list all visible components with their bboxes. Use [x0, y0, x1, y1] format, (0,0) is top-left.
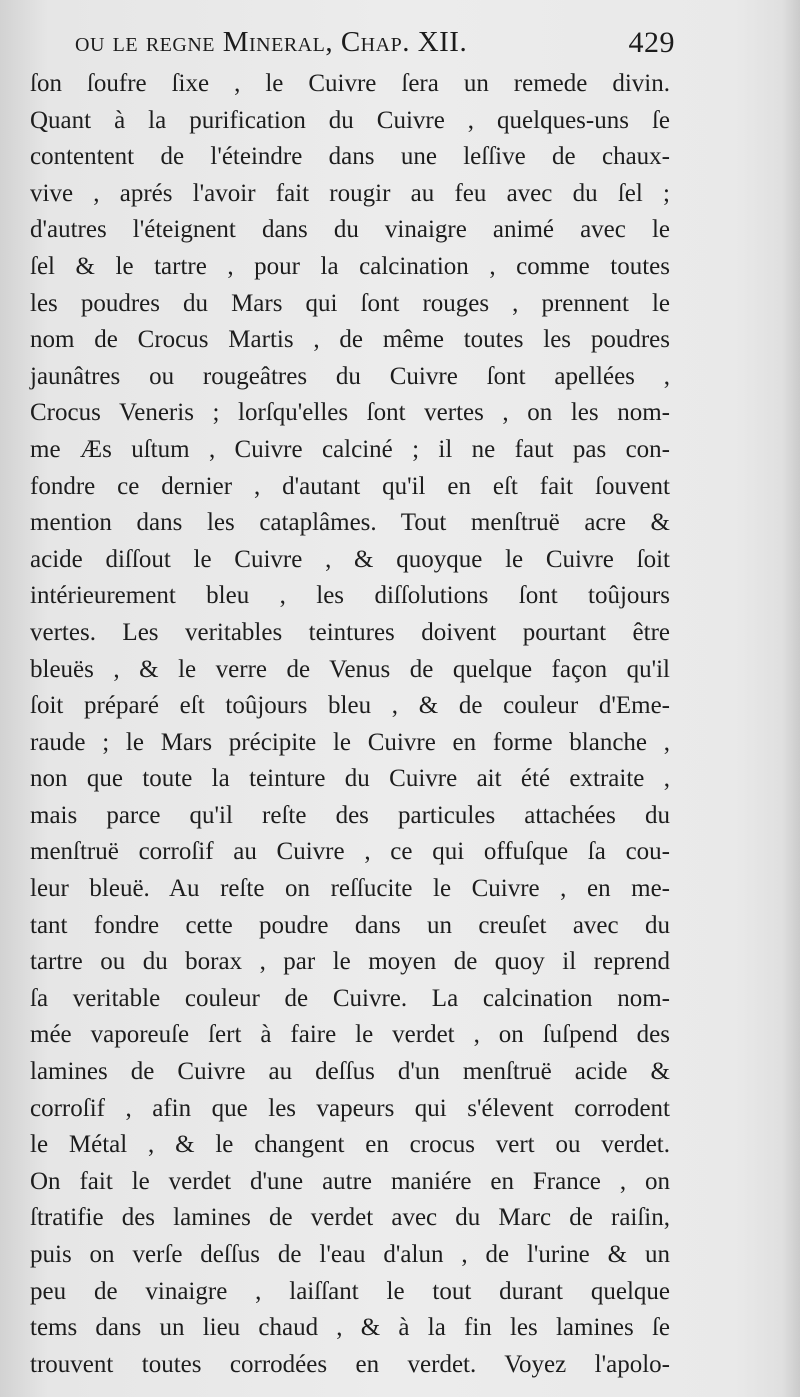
text-line: jaunâtres ou rougeâtres du Cuivre ſont apellées ,	[30, 362, 670, 390]
text-line: corroſif , afin que les vapeurs qui s'élevent corrodent	[30, 1094, 670, 1122]
page-number: 429	[628, 26, 675, 59]
text-line: mais parce qu'il reſte des particules attachées du	[30, 801, 670, 829]
text-line: fondre ce dernier , d'autant qu'il en eſt fait ſouvent	[30, 472, 670, 500]
body-text	[30, 66, 670, 1383]
text-line: On fait le verdet d'une autre maniére en France , on	[30, 1167, 670, 1195]
text-line: ſel & le tartre , pour la calcination , comme toutes	[30, 252, 670, 280]
text-line: menſtruë corroſif au Cuivre , ce qui offuſque ſa cou-	[30, 838, 670, 866]
text-line: peu de vinaigre , laiſſant le tout durant quelque	[30, 1277, 670, 1305]
text-line: lamines de Cuivre au deſſus d'un menſtruë acide &	[30, 1058, 670, 1086]
text-line: tems dans un lieu chaud , & à la fin les lamines ſe	[30, 1314, 670, 1342]
running-head	[75, 26, 675, 66]
text-line: intérieurement bleu , les diſſolutions ſont toûjours	[30, 582, 670, 610]
text-line: les poudres du Mars qui ſont rouges , prennent le	[30, 289, 670, 317]
text-line: d'autres l'éteignent dans du vinaigre animé avec le	[30, 216, 670, 244]
text-line: tant fondre cette poudre dans un creuſet avec du	[30, 911, 670, 939]
text-line: ſon ſoufre ſixe , le Cuivre ſera un remede divin.	[30, 70, 670, 97]
text-line: mée vaporeuſe ſert à faire le verdet , on ſuſpend des	[30, 1021, 670, 1049]
text-line: non que toute la teinture du Cuivre ait été extraite ,	[30, 765, 670, 793]
text-line: Crocus Veneris ; lorſqu'elles ſont vertes , on les nom-	[30, 399, 670, 427]
text-line: nom de Crocus Martis , de même toutes les poudres	[30, 326, 670, 354]
text-line: puis on verſe deſſus de l'eau d'alun , de l'urine & un	[30, 1241, 670, 1268]
text-line: ſoit préparé eſt toûjours bleu , & de couleur d'Eme-	[30, 692, 670, 720]
text-line: vive , aprés l'avoir fait rougir au feu avec du ſel ;	[30, 179, 670, 207]
text-line: contentent de l'éteindre dans une leſſive de chaux-	[30, 143, 670, 171]
text-line: ſtratifie des lamines de verdet avec du Marc de raiſin,	[30, 1204, 670, 1232]
text-line: vertes. Les veritables teintures doivent pourtant être	[30, 618, 670, 646]
text-line: acide diſſout le Cuivre , & quoyque le Cuivre ſoit	[30, 545, 670, 573]
text-line: Quant à la purification du Cuivre , quelques-uns ſe	[30, 106, 670, 134]
text-line: me Æs uſtum , Cuivre calciné ; il ne faut pas con-	[30, 435, 670, 463]
text-line: leur bleuë. Au reſte on reſſucite le Cuivre , en me-	[30, 875, 670, 903]
running-head-title: ou le regne Mineral, Chap. XII.	[75, 26, 468, 58]
text-line: mention dans les cataplâmes. Tout menſtruë acre &	[30, 509, 670, 537]
text-line: ſa veritable couleur de Cuivre. La calcination nom-	[30, 984, 670, 1012]
text-line: tartre ou du borax , par le moyen de quoy il reprend	[30, 948, 670, 976]
text-line: raude ; le Mars précipite le Cuivre en forme blanche ,	[30, 728, 670, 756]
text-line: le Métal , & le changent en crocus vert ou verdet.	[30, 1131, 670, 1159]
text-line: bleuës , & le verre de Venus de quelque façon qu'il	[30, 655, 670, 683]
text-line: trouvent toutes corrodées en verdet. Voyez l'apolo-	[30, 1350, 670, 1378]
page-edge-shadow	[782, 0, 800, 1397]
